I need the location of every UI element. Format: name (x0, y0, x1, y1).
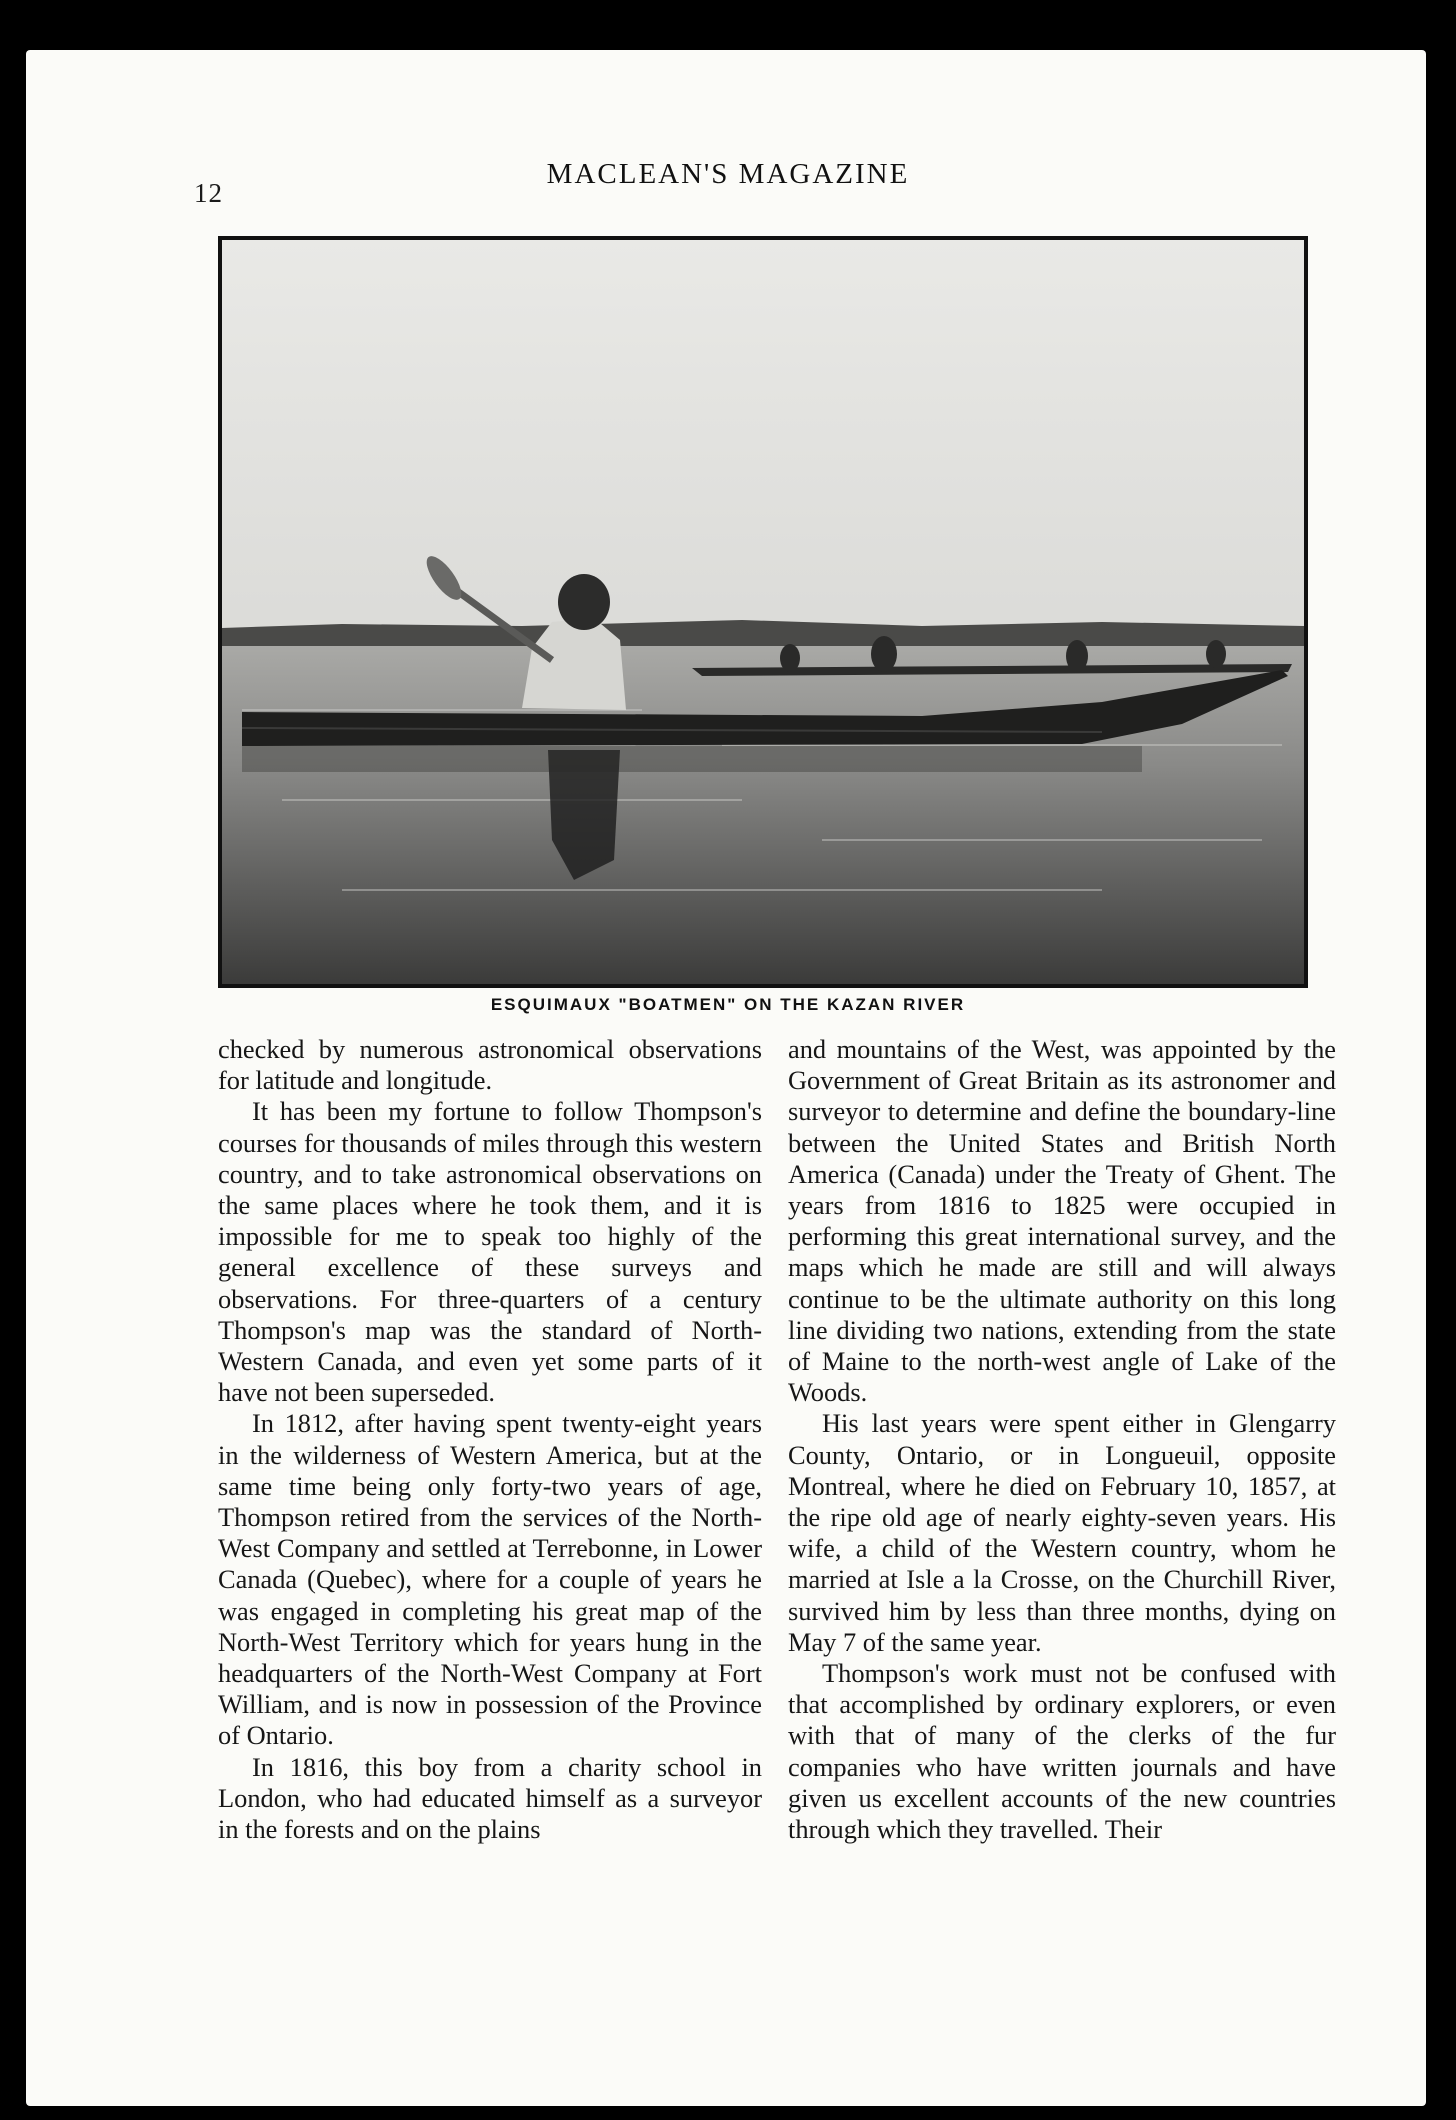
paragraph: In 1812, after having spent twenty-eight years in the wilderness of Western America, but at the same time being only forty-two years of age, Thompson retired from the services of the North-West Company and settled at Terrebonne, in Lower Canada (Quebec), where for a couple of years he was engaged in completing his great map of the North-West Territory which for years hung in the headquarters of the North-West Company at Fort William, and is now in possession of the Province of Ontario. (218, 1408, 762, 1751)
figure-caption: ESQUIMAUX "BOATMEN" ON THE KAZAN RIVER (490, 995, 966, 1014)
paragraph-continued: and mountains of the West, was appointed by the Government of Great Britain as its astronomer and surveyor to determine and define the boundary-line between the United States and British North America (Canada) under the Treaty of Ghent. The years from 1816 to 1825 were occupied in performing this great international survey, and the maps which he made are still and will always continue to be the ultimate authority on this long line dividing two nations, extending from the state of Maine to the north-west angle of Lake of the Woods. (788, 1034, 1336, 1408)
paragraph: It has been my fortune to follow Thompson's courses for thousands of miles through this western country, and to take astronomical observations on the same places where he took them, and it is impossible for me to speak too highly of the general excellence of these surveys and observations. For three-quarters of a century Thompson's map was the standard of North-Western Canada, and even yet some parts of it have not been superseded. (218, 1096, 762, 1408)
right-column (788, 1034, 1336, 1845)
paragraph: In 1816, this boy from a charity school in London, who had educated himself as a surveyor in the forests and on the plains (218, 1751, 762, 1845)
kayak-photograph (218, 236, 1308, 988)
paragraph-continued: checked by numerous astronomical observations for latitude and longitude. (218, 1034, 762, 1096)
kayak-photo-image (222, 240, 1304, 984)
running-head: MACLEAN'S MAGAZINE (546, 158, 910, 190)
page-number: 12 (194, 178, 223, 208)
left-column (218, 1034, 762, 1845)
paragraph: His last years were spent either in Glengarry County, Ontario, or in Longueuil, opposite Montreal, where he died on February 10, 1857, at the ripe old age of nearly eighty-seven years. His wife, a child of the Western country, whom he married at Isle a la Crosse, on the Churchill River, survived him by less than three months, dying on May 7 of the same year. (788, 1408, 1336, 1657)
paragraph: Thompson's work must not be confused with that accomplished by ordinary explorers, or even with that of many of the clerks of the fur companies who have written journals and have given us excellent accounts of the new countries through which they travelled. Their (788, 1658, 1336, 1845)
